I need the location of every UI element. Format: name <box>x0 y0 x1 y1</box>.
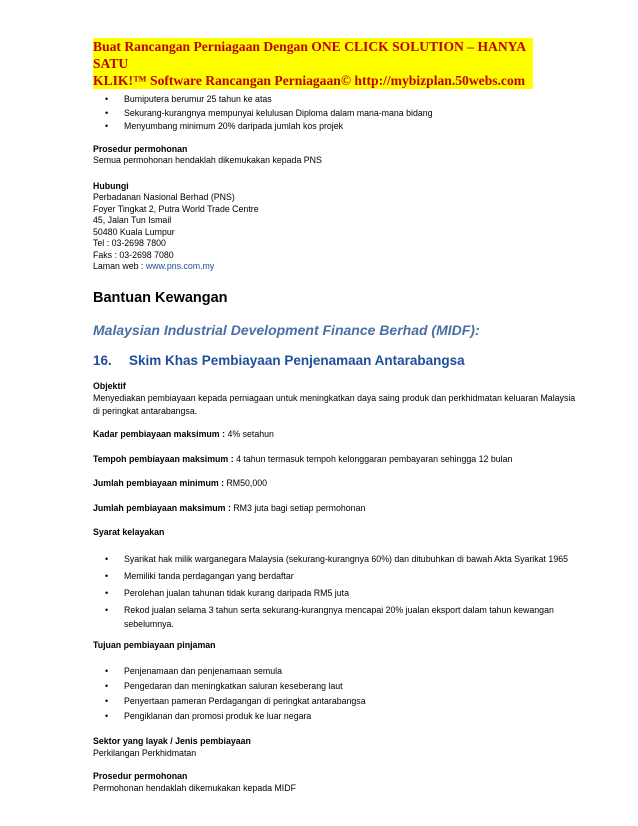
contact-line: 45, Jalan Tun Ismail <box>93 215 172 225</box>
sektor-section <box>93 736 578 759</box>
section-heading: Objektif <box>93 380 126 391</box>
skim-title: Skim Khas Pembiayaan Penjenamaan Antarabangsa <box>129 352 465 368</box>
web-link[interactable]: www.pns.com.my <box>145 261 215 271</box>
list-item <box>93 679 578 693</box>
list-item-text: Syarikat hak milik warganegara Malaysia (sekurang-kurangnya 60%) dan ditubuhkan di bawah Akta Syarikat 1965 <box>124 553 569 564</box>
section-heading: Hubungi <box>93 180 129 191</box>
contact-web <box>93 261 578 273</box>
list-item-text: Memiliki tanda perdagangan yang berdaftar <box>124 570 294 581</box>
bullet-icon: • <box>105 121 109 131</box>
list-item <box>93 586 578 600</box>
section-text: Menyediakan pembiayaan kepada perniagaan untuk meningkatkan daya saing produk dan perkhidmatan keluaran Malaysia di peringkat antarabangsa. <box>93 393 576 416</box>
list-item <box>93 93 578 107</box>
contact-line: Tel : 03-2698 7800 <box>93 238 166 248</box>
section-text: Permohonan hendaklah dikemukakan kepada MIDF <box>93 782 296 793</box>
jumlah-max-line <box>93 503 578 515</box>
skim-heading <box>93 352 578 370</box>
list-item <box>93 107 578 121</box>
syarat-heading: Syarat kelayakan <box>93 527 165 537</box>
bullet-icon: • <box>105 711 109 721</box>
section-heading: Sektor yang layak / Jenis pembiayaan <box>93 736 251 746</box>
list-item-text: Bumiputera berumur 25 tahun ke atas <box>124 94 272 104</box>
section-text: Perkilangan Perkhidmatan <box>93 747 197 758</box>
tujuan-list <box>93 664 578 723</box>
bullet-icon: • <box>105 587 109 598</box>
bullet-icon: • <box>105 666 109 676</box>
list-item-text: Penyertaan pameran Perdagangan di peringkat antarabangsa <box>124 696 366 706</box>
objektif-section <box>93 381 578 418</box>
section-heading: Prosedur permohonan <box>93 771 188 781</box>
list-item-text: Penjenamaan dan penjenamaan semula <box>124 666 282 676</box>
list-item <box>93 603 578 631</box>
list-item-text: Pengiklanan dan promosi produk ke luar negara <box>124 711 312 721</box>
contact-line: Perbadanan Nasional Berhad (PNS) <box>93 192 235 202</box>
list-item <box>93 569 578 583</box>
contact-line: Faks : 03-2698 7080 <box>93 249 174 260</box>
list-item-text: Menyumbang minimum 20% daripada jumlah kos projek <box>124 121 344 131</box>
bantuan-heading: Bantuan Kewangan <box>93 289 228 306</box>
section-text: Semua permohonan hendaklah dikemukakan kepada PNS <box>93 155 322 165</box>
prosedur-section-pns <box>93 144 578 167</box>
list-item <box>93 552 578 566</box>
bullet-icon: • <box>105 696 109 706</box>
field-label: Kadar pembiayaan maksimum : <box>93 429 228 439</box>
field-label: Tempoh pembiayaan maksimum : <box>93 453 237 464</box>
skim-number: 16. <box>93 352 112 368</box>
banner-line-2-text: KLIK!™ Software Rancangan Perniagaan© <box>93 73 355 88</box>
banner-link[interactable]: http://mybizplan.50webs.com <box>354 73 526 88</box>
bullet-icon: • <box>105 107 109 118</box>
list-item <box>93 694 578 708</box>
tujuan-heading: Tujuan pembiayaan pinjaman <box>93 639 216 650</box>
field-value: RM50,000 <box>226 478 268 488</box>
promo-banner <box>93 38 533 89</box>
banner-line-2 <box>93 72 533 89</box>
contact-section <box>93 181 578 273</box>
list-item <box>93 120 578 134</box>
jumlah-min-line <box>93 478 578 490</box>
bullet-icon: • <box>105 570 109 581</box>
banner-line-1: Buat Rancangan Perniagaan Dengan ONE CLICK SOLUTION – HANYA SATU <box>93 39 526 71</box>
section-heading: Prosedur permohonan <box>93 143 188 154</box>
web-label: Laman web : <box>93 261 146 271</box>
bullet-icon: • <box>105 94 109 104</box>
bullet-icon: • <box>105 553 109 564</box>
bullet-icon: • <box>105 604 109 615</box>
list-item-text: Rekod jualan selama 3 tahun serta sekurang-kurangnya mencapai 20% jualan eksport dalam tahun kewangan sebelumnya. <box>124 604 554 629</box>
syarat-list <box>93 552 578 631</box>
midf-heading: Malaysian Industrial Development Finance Berhad (MIDF): <box>93 321 480 338</box>
list-item-text: Perolehan jualan tahunan tidak kurang daripada RM5 juta <box>124 587 349 598</box>
field-value: 4 tahun termasuk tempoh kelonggaran pembayaran sehingga 12 bulan <box>236 453 513 464</box>
kadar-line <box>93 429 578 441</box>
field-value: 4% setahun <box>227 429 274 439</box>
list-item-text: Pengedaran dan meningkatkan saluran keseberang laut <box>124 681 343 691</box>
list-item-text: Sekurang-kurangnya mempunyai kelulusan Diploma dalam mana-mana bidang <box>124 107 433 118</box>
contact-line: Foyer Tingkat 2, Putra World Trade Centre <box>93 203 259 214</box>
prosedur-section-midf <box>93 771 578 794</box>
list-item <box>93 664 578 678</box>
field-label: Jumlah pembiayaan maksimum : <box>93 502 234 513</box>
field-label: Jumlah pembiayaan minimum : <box>93 478 227 488</box>
list-item <box>93 709 578 723</box>
tempoh-line <box>93 454 578 466</box>
eligibility-list <box>93 93 578 134</box>
field-value: RM3 juta bagi setiap permohonan <box>233 502 366 513</box>
contact-line: 50480 Kuala Lumpur <box>93 226 175 237</box>
bullet-icon: • <box>105 681 109 691</box>
